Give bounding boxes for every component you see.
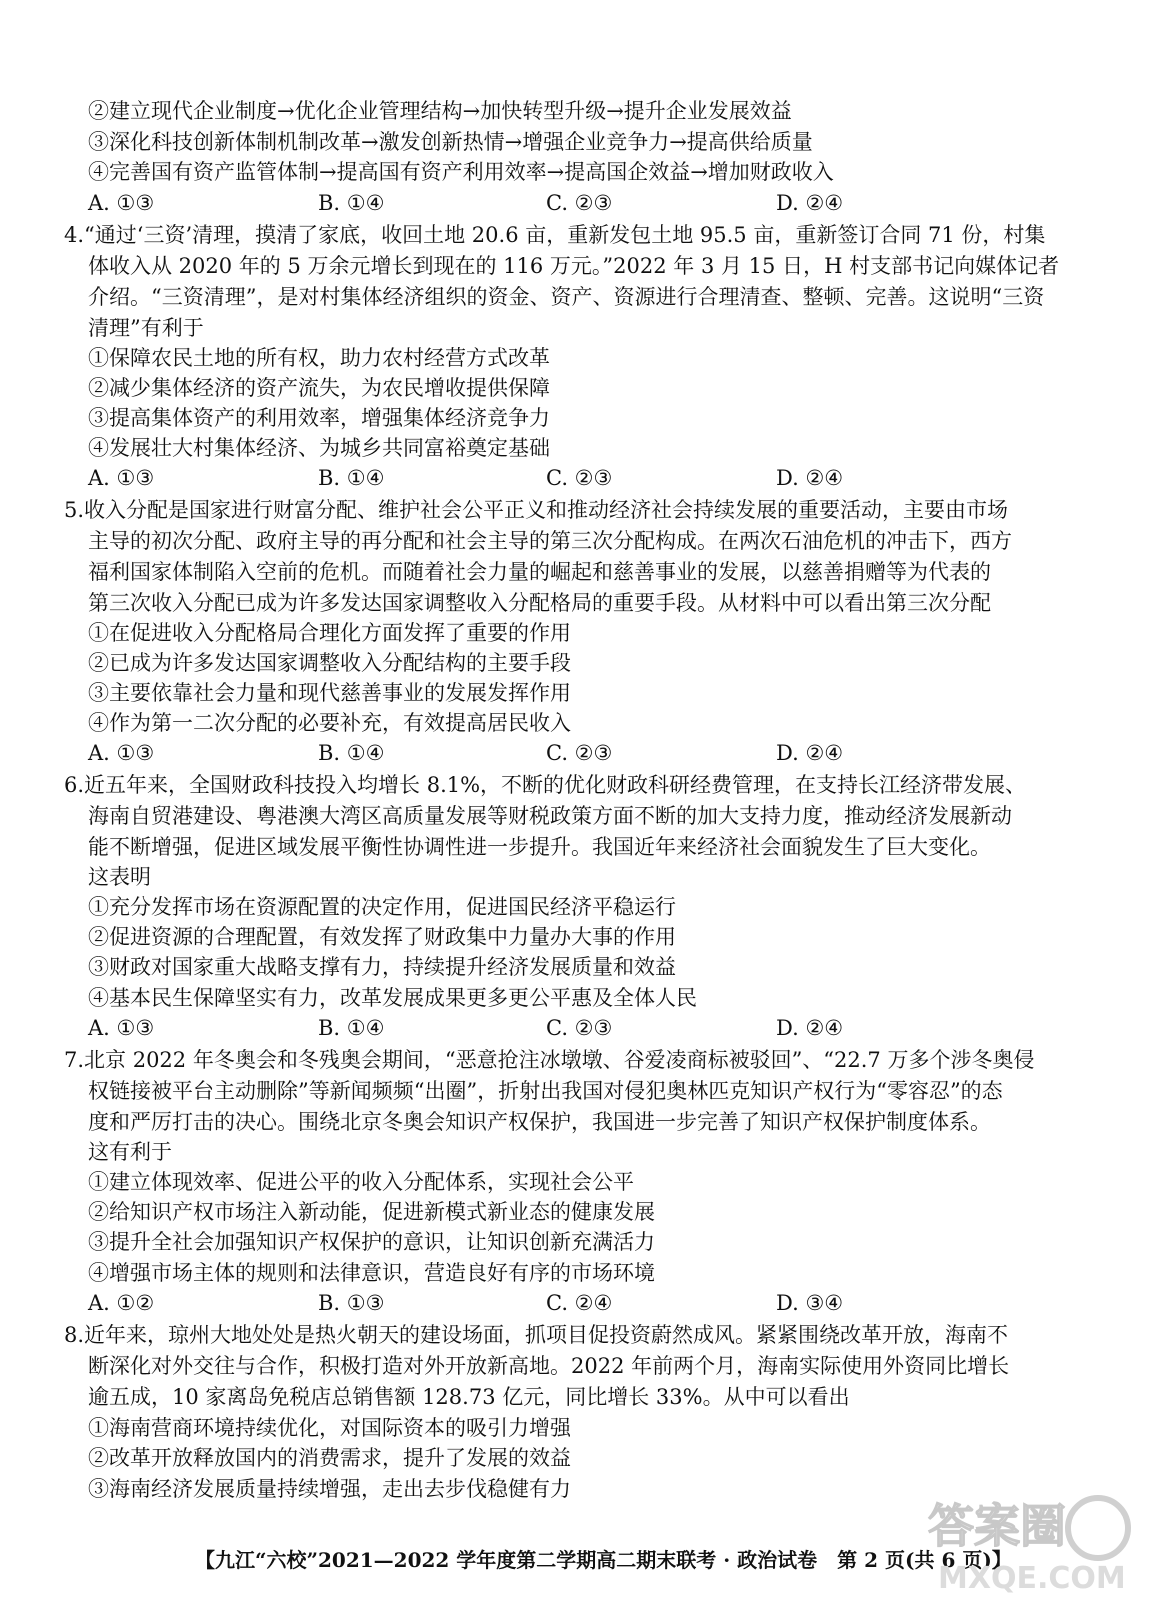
q5-stem-1: 5.收入分配是国家进行财富分配、维护社会公平正义和推动经济社会持续发展的重要活动，主要由市场 (64, 498, 1009, 522)
q8-stem-2: 断深化对外交往与合作，积极打造对外开放新高地。2022 年前两个月，海南实际使用外资同比增长 (88, 1354, 1010, 1378)
watermark-logo-graphic (918, 1480, 1138, 1600)
q5-item-1: ①在促进收入分配格局合理化方面发挥了重要的作用 (88, 621, 571, 645)
q7-item-4: ④增强市场主体的规则和法律意识，营造良好有序的市场环境 (88, 1261, 655, 1285)
q4-stem-3: 介绍。“三资清理”，是对村集体经济组织的资金、资产、资源进行合理清查、整顿、完善。这说明“三资 (88, 285, 1045, 309)
q4-item-3: ③提高集体资产的利用效率，增强集体经济竞争力 (88, 406, 550, 430)
q8-item-3: ③海南经济发展质量持续增强，走出去步伐稳健有力 (88, 1477, 571, 1501)
q4-option-a: A. ①③ (88, 466, 155, 490)
q6-stem-4: 这表明 (88, 865, 151, 889)
q4-stem-2: 体收入从 2020 年的 5 万余元增长到现在的 116 万元。”2022 年 3 月 15 日，H 村支部书记向媒体记者 (88, 254, 1060, 278)
watermark-logo (918, 1480, 1138, 1600)
q6-options (88, 1013, 1088, 1043)
q3-item-3: ③深化科技创新体制机制改革→激发创新热情→增强企业竞争力→提高供给质量 (88, 130, 813, 154)
q3-option-d: D. ②④ (776, 191, 844, 215)
q4-stem-4: 清理”有利于 (88, 316, 204, 340)
q7-item-1: ①建立体现效率、促进公平的收入分配体系，实现社会公平 (88, 1170, 634, 1194)
q4-options (88, 463, 1088, 493)
q4-option-b: B. ①④ (318, 466, 385, 490)
q7-option-a: A. ①② (88, 1291, 155, 1315)
q3-option-b: B. ①④ (318, 191, 385, 215)
q7-option-b: B. ①③ (318, 1291, 385, 1315)
q5-option-b: B. ①④ (318, 741, 385, 765)
q3-option-a: A. ①③ (88, 191, 155, 215)
q5-options (88, 738, 1088, 768)
q3-item-4: ④完善国有资产监管体制→提高国有资产利用效率→提高国企效益→增加财政收入 (88, 160, 834, 184)
q3-options (88, 188, 1088, 218)
q6-option-b: B. ①④ (318, 1016, 385, 1040)
q5-option-a: A. ①③ (88, 741, 155, 765)
q7-option-d: D. ③④ (776, 1291, 844, 1315)
q3-item-2: ②建立现代企业制度→优化企业管理结构→加快转型升级→提升企业发展效益 (88, 99, 792, 123)
q6-stem-3: 能不断增强，促进区域发展平衡性协调性进一步提升。我国近年来经济社会面貌发生了巨大变化。 (88, 835, 991, 859)
q8-stem-1: 8.近年来，琼州大地处处是热火朝天的建设场面，抓项目促投资蔚然成风。紧紧围绕改革开放，海南不 (64, 1323, 1009, 1347)
q8-item-1: ①海南营商环境持续优化，对国际资本的吸引力增强 (88, 1416, 571, 1440)
q7-item-3: ③提升全社会加强知识产权保护的意识，让知识创新充满活力 (88, 1230, 655, 1254)
q7-stem-3: 度和严厉打击的决心。围绕北京冬奥会知识产权保护，我国进一步完善了知识产权保护制度体系。 (88, 1110, 991, 1134)
q5-item-3: ③主要依靠社会力量和现代慈善事业的发展发挥作用 (88, 681, 571, 705)
q5-option-c: C. ②③ (546, 741, 613, 765)
q7-stem-1: 7.北京 2022 年冬奥会和冬残奥会期间，“恶意抢注冰墩墩、谷爱凌商标被驳回”、“22.7 万多个涉冬奥侵 (64, 1048, 1035, 1072)
q7-stem-2: 权链接被平台主动删除”等新闻频频“出圈”，折射出我国对侵犯奥林匹克知识产权行为“零容忍”的态 (88, 1079, 1003, 1103)
q6-stem-1: 6.近五年来，全国财政科技投入均增长 8.1%，不断的优化财政科研经费管理，在支持长江经济带发展、 (64, 773, 1027, 797)
q5-item-4: ④作为第一二次分配的必要补充，有效提高居民收入 (88, 711, 571, 735)
q4-item-4: ④发展壮大村集体经济、为城乡共同富裕奠定基础 (88, 436, 550, 460)
q5-option-d: D. ②④ (776, 741, 844, 765)
q5-stem-4: 第三次收入分配已成为许多发达国家调整收入分配格局的重要手段。从材料中可以看出第三次分配 (88, 591, 991, 615)
q7-options (88, 1288, 1088, 1318)
q7-stem-4: 这有利于 (88, 1140, 172, 1164)
q6-option-d: D. ②④ (776, 1016, 844, 1040)
q6-item-3: ③财政对国家重大战略支撑有力，持续提升经济发展质量和效益 (88, 955, 676, 979)
q6-option-a: A. ①③ (88, 1016, 155, 1040)
q5-stem-2: 主导的初次分配、政府主导的再分配和社会主导的第三次分配构成。在两次石油危机的冲击下，西方 (88, 529, 1012, 553)
page-footer: 【九江“六校”2021—2022 学年度第二学期高二期末联考 · 政治试卷 第 2 页(共 6 页)】 (195, 1548, 1012, 1572)
q6-item-4: ④基本民生保障坚实有力，改革发展成果更多更公平惠及全体人民 (88, 986, 697, 1010)
q7-item-2: ②给知识产权市场注入新动能，促进新模式新业态的健康发展 (88, 1200, 655, 1224)
q4-item-1: ①保障农民土地的所有权，助力农村经营方式改革 (88, 346, 550, 370)
watermark-logo-text: 答案圈 (928, 1499, 1066, 1553)
q7-option-c: C. ②④ (546, 1291, 613, 1315)
q8-stem-3: 逾五成，10 家离岛免税店总销售额 128.73 亿元，同比增长 33%。从中可以看出 (88, 1385, 850, 1409)
q4-option-c: C. ②③ (546, 466, 613, 490)
q6-option-c: C. ②③ (546, 1016, 613, 1040)
q8-item-2: ②改革开放释放国内的消费需求，提升了发展的效益 (88, 1446, 571, 1470)
q4-option-d: D. ②④ (776, 466, 844, 490)
q6-item-2: ②促进资源的合理配置，有效发挥了财政集中力量办大事的作用 (88, 925, 676, 949)
q3-option-c: C. ②③ (546, 191, 613, 215)
q6-stem-2: 海南自贸港建设、粤港澳大湾区高质量发展等财税政策方面不断的加大支持力度，推动经济发展新动 (88, 804, 1012, 828)
q6-item-1: ①充分发挥市场在资源配置的决定作用，促进国民经济平稳运行 (88, 895, 676, 919)
q4-item-2: ②减少集体经济的资产流失，为农民增收提供保障 (88, 376, 550, 400)
q4-stem-1: 4.“通过‘三资’清理，摸清了家底，收回土地 20.6 亩，重新发包土地 95.5 亩，重新签订合同 71 份，村集 (64, 223, 1046, 247)
watermark-url: MXQE.COM (938, 1561, 1126, 1596)
q5-stem-3: 福利国家体制陷入空前的危机。而随着社会力量的崛起和慈善事业的发展，以慈善捐赠等为代表的 (88, 560, 991, 584)
q5-item-2: ②已成为许多发达国家调整收入分配结构的主要手段 (88, 651, 571, 675)
